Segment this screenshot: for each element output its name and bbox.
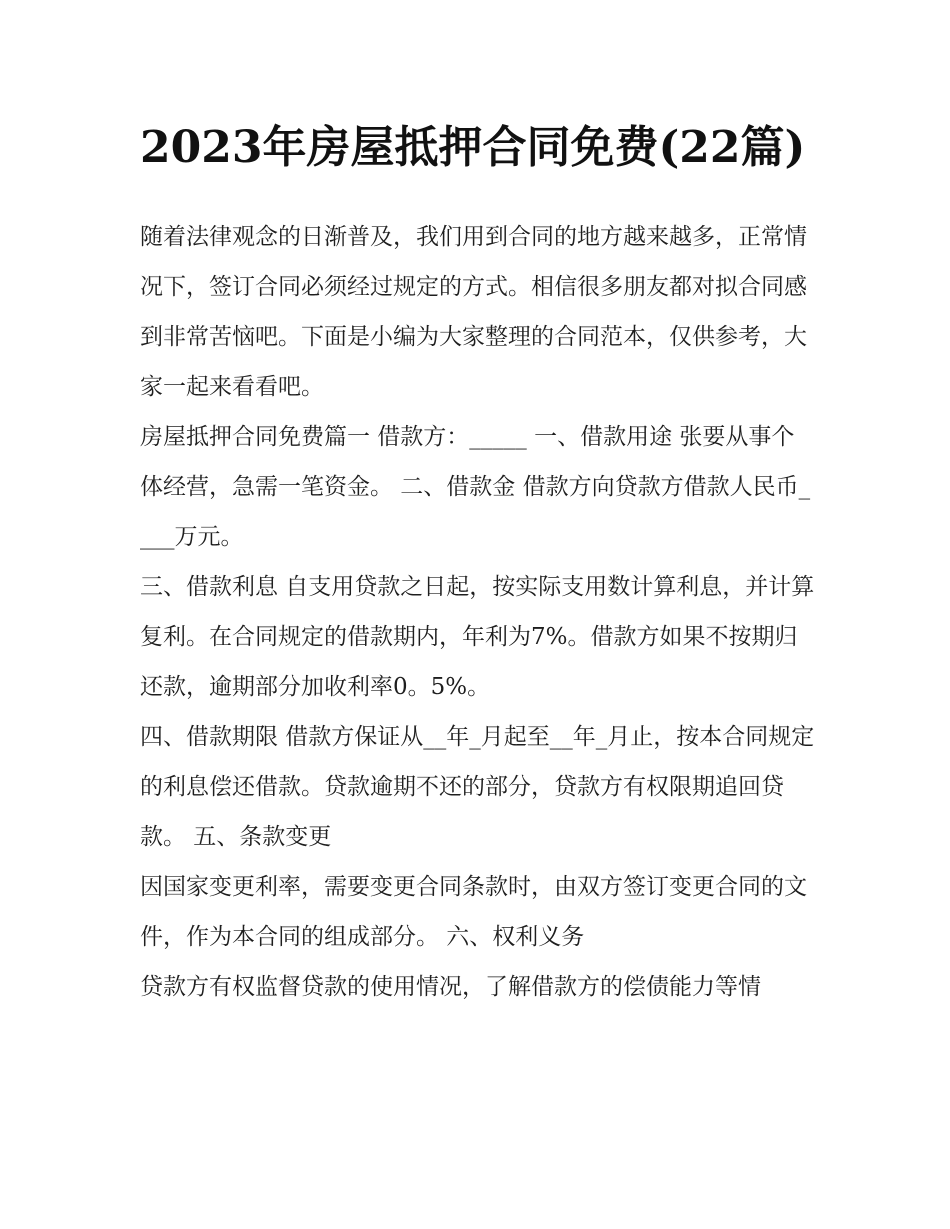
article-one-paragraph: 房屋抵押合同免费篇一 借款方：_____ 一、借款用途 张要从事个体经营，急需一笔资金。 二、借款金 借款方向贷款方借款人民币____万元。 — [140, 424, 811, 550]
term-paragraph: 四、借款期限 借款方保证从__年_月起至__年_月止，按本合同规定的利息偿还借款。贷款逾期不还的部分，贷款方有权限期追回贷款。 五、条款变更 — [140, 724, 815, 850]
document-title: 2023年房屋抵押合同免费(22篇) — [140, 122, 806, 173]
rights-paragraph: 贷款方有权监督贷款的使用情况，了解借款方的偿债能力等情 — [140, 974, 761, 1000]
intro-paragraph: 随着法律观念的日渐普及，我们用到合同的地方越来越多，正常情况下，签订合同必须经过规定的方式。相信很多朋友都对拟合同感到非常苦恼吧。下面是小编为大家整理的合同范本，仅供参考，大家一起来看看吧。 — [140, 224, 807, 400]
change-paragraph: 因国家变更利率，需要变更合同条款时，由双方签订变更合同的文件，作为本合同的组成部分。 六、权利义务 — [140, 874, 807, 950]
document-content — [140, 110, 815, 1012]
interest-paragraph: 三、借款利息 自支用贷款之日起，按实际支用数计算利息，并计算复利。在合同规定的借款期内，年利为7%。借款方如果不按期归还款，逾期部分加收利率0。5%。 — [140, 574, 815, 700]
